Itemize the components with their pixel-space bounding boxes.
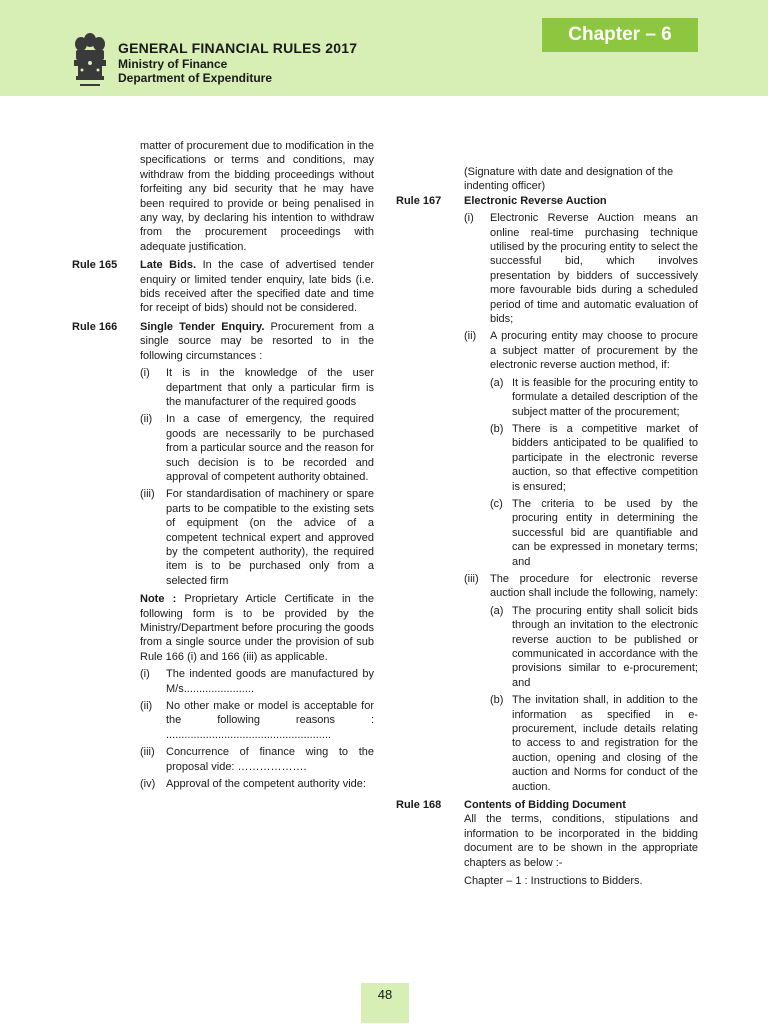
list-item (140, 667, 374, 696)
document-title: GENERAL FINANCIAL RULES 2017 (118, 40, 358, 56)
rule-165 (72, 258, 374, 316)
rule-number: Rule 165 (72, 259, 118, 272)
rule-body (464, 798, 698, 888)
rule-body (140, 320, 374, 792)
list-item (140, 699, 374, 742)
rule-text: All the terms, conditions, stipulations and information to be incorporated in the bidding document are to be shown in the appropriate chapters as below :- (464, 813, 698, 869)
note-label: Note : (140, 593, 177, 606)
list-item (464, 329, 698, 372)
item-number: (iv) (140, 778, 156, 791)
item-text: For standardisation of machinery or spare parts to be compatible to the existing sets of equipment (on the advice of a competent technical expert and approved by the competent authority), the required item is to be purchased only from a selected firm (166, 488, 374, 587)
item-number: (i) (140, 367, 150, 380)
signature-line: (Signature with date and designation of the indenting officer) (464, 166, 674, 193)
item-number: (b) (490, 694, 504, 707)
item-text: It is in the knowledge of the user department that only a particular firm is the manufacturer of the required goods (166, 367, 374, 408)
item-number: (iii) (140, 488, 155, 501)
sub-list (490, 604, 698, 794)
department-name: Department of Expenditure (118, 71, 273, 85)
rule-number: Rule 168 (396, 799, 442, 812)
list-item (490, 422, 698, 494)
item-text: The criteria to be used by the procuring entity in determining the successful bid are quantifiable and can be expressed in monetary terms; and (512, 497, 698, 568)
right-column (396, 165, 698, 889)
item-number: (ii) (464, 330, 477, 343)
item-text: There is a competitive market of bidders anticipated to be qualified to participate in the electronic reverse auction, so that effective competition is ensured; (512, 422, 698, 493)
list-item (490, 376, 698, 419)
item-text: The invitation shall, in addition to the information as specified in e-procurement, include details relating to access to and registration for the auction, opening and closing of the auction and Norms for conduct of the auction. (512, 694, 698, 793)
list-item (464, 572, 698, 601)
item-text: Electronic Reverse Auction means an online real-time purchasing technique utilised by the procuring entity to select the successful bid, which involves presentation by bidders of successively more favourable bids during a scheduled period of time and automatic evaluation of bids; (490, 212, 698, 326)
item-number: (iii) (464, 572, 479, 585)
item-number: (i) (140, 668, 150, 681)
rule-title: Single Tender Enquiry. (140, 320, 265, 333)
item-text: The procuring entity shall solicit bids through an invitation to the electronic reverse auction to be published or communicated in accordance with the provisions similar to e-procurement; and (512, 604, 698, 689)
left-column (72, 139, 374, 791)
list-item (140, 412, 374, 484)
header-title-block (118, 40, 357, 85)
rule-text: In the case of advertised tender enquiry or limited tender enquiry, late bids (i.e. bids received after the specified date and time for receipt of bids) should not be considered. (140, 259, 374, 315)
item-text: The procedure for electronic reverse auction shall include the following, namely: (490, 572, 698, 600)
item-number: (ii) (140, 700, 153, 713)
rule-166 (72, 320, 374, 792)
item-number: (ii) (140, 413, 153, 426)
list-item (490, 497, 698, 569)
item-text: No other make or model is acceptable for the following reasons : ...................................................... (166, 700, 374, 741)
item-number: (a) (490, 604, 504, 617)
rule-body (464, 194, 698, 794)
item-text: Concurrence of finance wing to the proposal vide: ………………. (166, 746, 374, 773)
list-item (490, 604, 698, 690)
rule-number: Rule 167 (396, 194, 442, 207)
item-text: Approval of the competent authority vide: (166, 778, 366, 791)
item-text: It is feasible for the procuring entity to formulate a detailed description of the subject matter of the procurement; (512, 376, 698, 418)
item-text: The indented goods are manufactured by M/s....................... (166, 668, 374, 695)
rule-body (140, 258, 374, 316)
list-item (490, 693, 698, 794)
rule-title: Contents of Bidding Document (464, 799, 626, 812)
note (140, 592, 374, 664)
rule-text: Procurement from a single source may be resorted to in the following circumstances : (140, 320, 374, 362)
continuation-text: matter of procurement due to modification in the specifications or terms and conditions, may withdraw from the bidding proceedings without forfeiting any bid security that he may have been required to provide or being penalised in any way, by declaring his intention to withdraw from the procurement proceedings with adequate justification. (140, 140, 374, 253)
page-number: 48 (361, 983, 409, 1023)
rule-title: Electronic Reverse Auction (464, 194, 607, 207)
list-item (140, 366, 374, 409)
list-item (464, 211, 698, 326)
list-item (140, 487, 374, 588)
rule-number: Rule 166 (72, 320, 118, 333)
item-number: (c) (490, 497, 503, 510)
item-text: A procuring entity may choose to procure a subject matter of procurement by the electronic reverse auction method, if: (490, 330, 698, 372)
sub-list (490, 376, 698, 569)
rule-title: Late Bids. (140, 259, 197, 272)
national-emblem-icon (70, 28, 110, 90)
item-text: In a case of emergency, the required goods are necessarily to be purchased from a particular source and the reason for such decision is to be recorded and approval of competent authority obtained. (166, 413, 374, 483)
item-number: (b) (490, 422, 504, 435)
item-number: (i) (464, 212, 474, 225)
item-number: (a) (490, 376, 504, 389)
list-item (140, 745, 374, 774)
ministry-name: Ministry of Finance (118, 57, 228, 71)
chapter-line: Chapter – 1 : Instructions to Bidders. (464, 875, 643, 888)
list-item (140, 777, 374, 791)
rule-168 (396, 798, 698, 888)
rule-167 (396, 194, 698, 794)
item-number: (iii) (140, 746, 155, 759)
chapter-label: Chapter – 6 (542, 18, 698, 52)
note-text: Proprietary Article Certificate in the following form is to be provided by the Ministry/Department before procuring the goods from a single source under the provision of sub Rule 166 (i) and 166 (iii) as applicable. (140, 593, 374, 663)
